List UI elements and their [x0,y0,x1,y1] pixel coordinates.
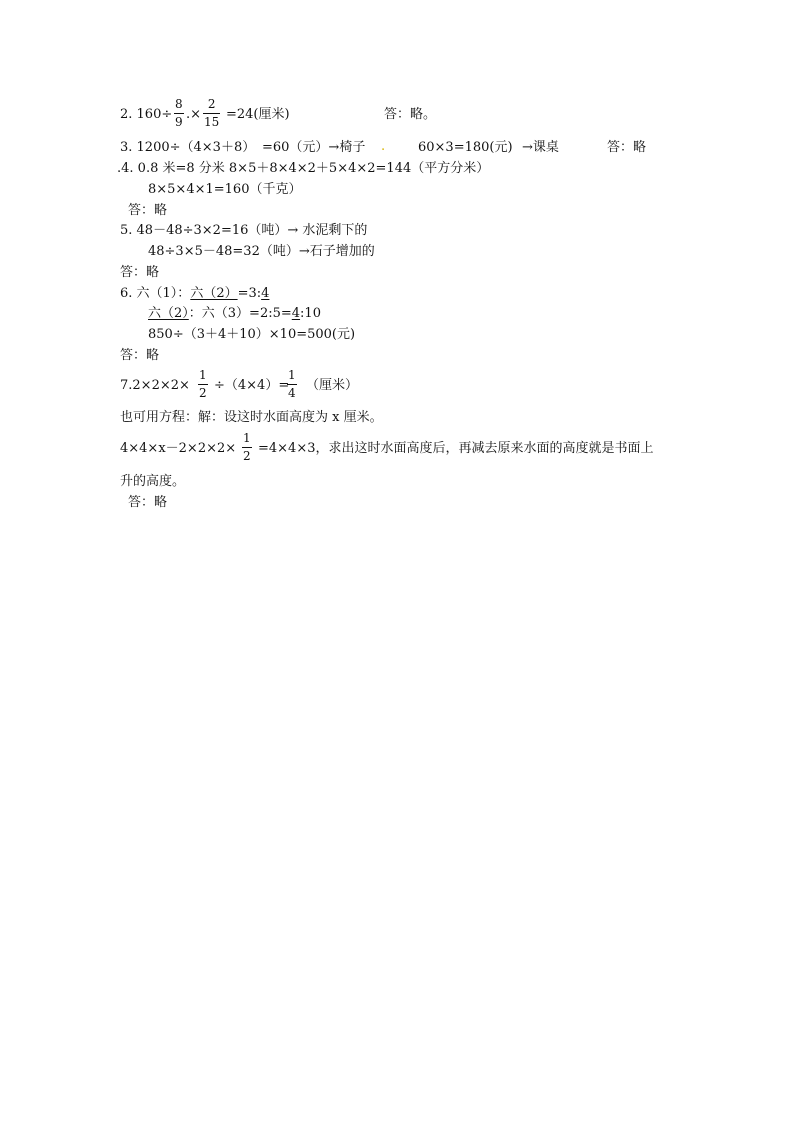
q3-part1: 3. 1200÷（4×3＋8） [120,140,256,155]
fraction-bar [242,447,252,448]
q2-times: .× [186,107,202,122]
q6-b-underlined-2: 4 [291,306,301,321]
q2-answer: 答：略。 [384,107,437,122]
q7-alt-method: 也可用方程：解：设这时水面高度为 x 厘米。 [120,410,383,425]
q6-a-underlined: 六（2） [190,286,238,301]
stray-mark: . [381,139,386,154]
q6-b-underlined: 六（2） [148,306,189,321]
fraction-denominator: 2 [243,449,251,463]
fraction-bar [174,113,184,114]
q6-a-mid: =3: [237,286,262,301]
q7-unit: （厘米） [306,378,359,393]
q4-line-b: 8×5×4×1=160（千克） [148,182,302,197]
q6-line-c: 850÷（3＋4＋10）×10=500(元) [148,327,356,342]
q6-line-a [120,286,269,302]
q7-equation-prefix: 4×4×x－2×2×2× [120,441,237,456]
q4-line-a: .4. 0.8 米=8 分米 8×5＋8×4×2＋5×4×2=144（平方分米） [117,161,490,176]
q5-answer: 答：略 [120,265,160,280]
q7-equation-continued: 升的高度。 [120,474,186,489]
q3-answer: 答：略 [607,140,647,155]
q2-fraction-8-9 [174,97,184,129]
q7-equation-rest: =4×4×3，求出这时水面高度后，再减去原来水面的高度就是书面上 [258,441,654,456]
q6-line-b [148,306,321,322]
fraction-bar [287,384,297,385]
q4-answer: 答：略 [128,203,168,218]
q6-b-mid: ：六（3）=2:5= [188,306,292,321]
fraction-denominator: 9 [175,115,183,129]
q7-fraction-1-2 [198,368,208,400]
fraction-numerator: 1 [199,368,207,382]
fraction-numerator: 8 [175,97,183,111]
fraction-bar [203,113,220,114]
q7-fraction-1-4 [287,368,297,400]
q7-answer: 答：略 [128,495,168,510]
q2-result: =24(厘米) [226,107,290,122]
q6-b-end: :10 [300,306,321,321]
fraction-bar [198,384,208,385]
q3-part2: =60（元）→椅子 [262,140,366,155]
fraction-numerator: 1 [288,368,296,382]
fraction-numerator: 1 [243,431,251,445]
q6-a-underlined-2: 4 [261,286,270,301]
q5-line-b: 48÷3×5－48=32（吨）→石子增加的 [148,244,375,259]
fraction-denominator: 4 [288,386,296,400]
q2-fraction-2-15 [203,97,220,129]
q5-line-a: 5. 48－48÷3×2=16（吨）→ 水泥剩下的 [120,223,368,238]
q2-expression: 2. 160÷ [120,107,173,122]
fraction-denominator: 2 [199,386,207,400]
q7-prefix: 7.2×2×2× [120,378,190,393]
q7-equation-fraction-1-2 [242,431,252,463]
q7-mid: ÷（4×4）= [214,378,290,393]
q6-a-prefix: 6. 六（1）： [120,286,191,301]
fraction-numerator: 2 [207,97,216,111]
q6-answer: 答：略 [120,348,160,363]
fraction-denominator: 15 [204,115,220,129]
q3-part4: →课桌 [522,140,559,155]
q3-part3: 60×3=180(元) [418,140,513,155]
